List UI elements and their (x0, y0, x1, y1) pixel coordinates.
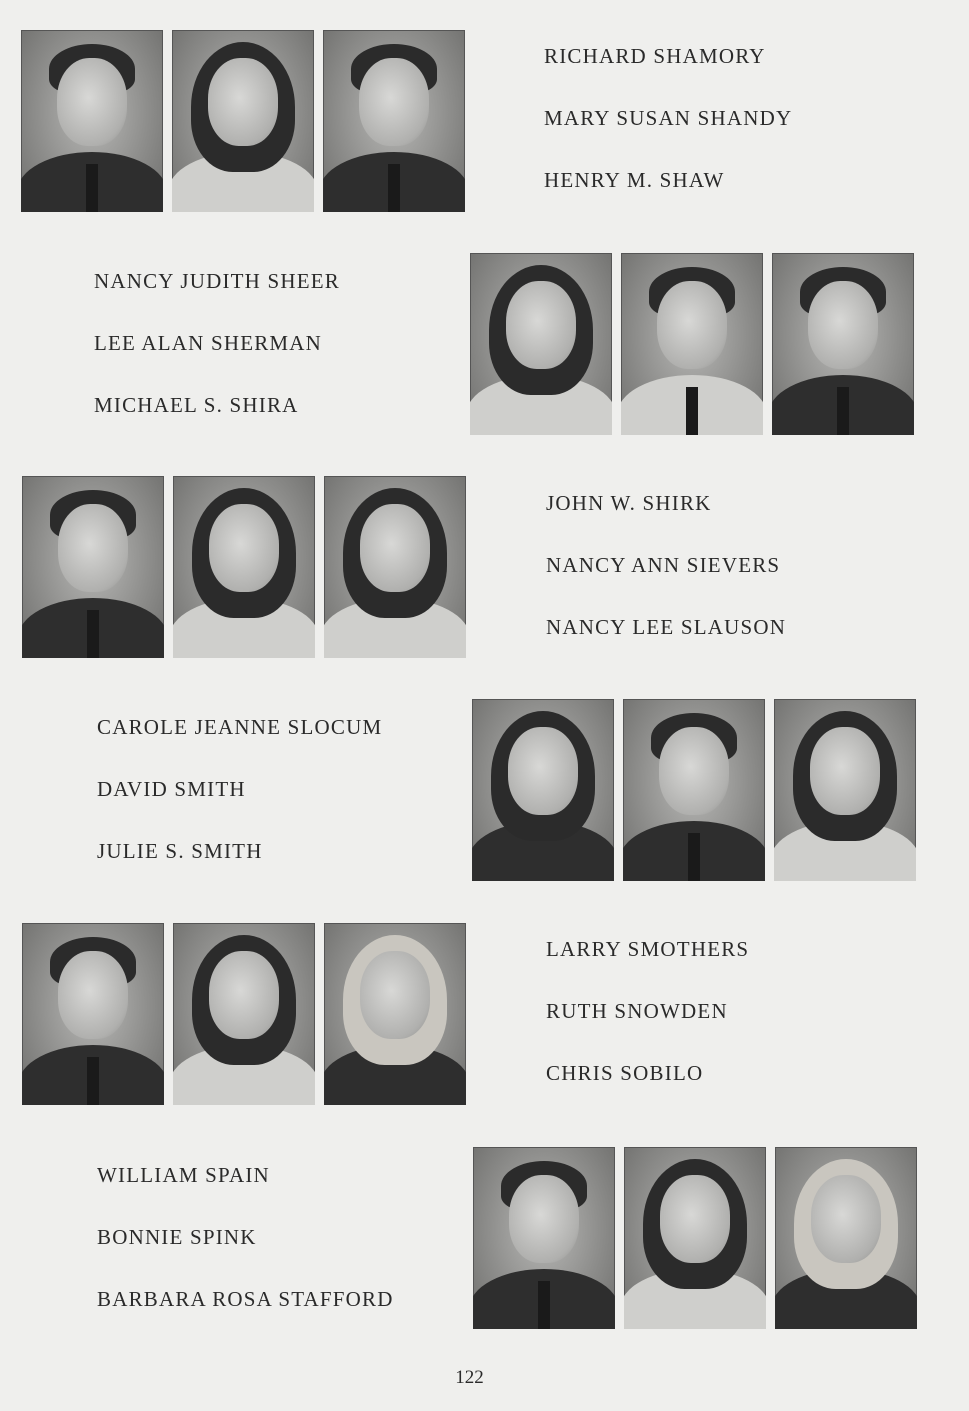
portrait-group (21, 30, 465, 212)
name-list (544, 42, 792, 228)
portrait-row-2 (0, 253, 969, 438)
portrait-photo (470, 253, 612, 435)
portrait-row-4 (0, 699, 969, 884)
portrait-photo (772, 253, 914, 435)
name-list (546, 489, 786, 675)
student-name: CAROLE JEANNE SLOCUM (97, 715, 383, 739)
portrait-row-1 (0, 30, 969, 215)
portrait-photo (621, 253, 763, 435)
portrait-row-6 (0, 1147, 969, 1332)
portrait-photo (624, 1147, 766, 1329)
student-name: LEE ALAN SHERMAN (94, 331, 323, 355)
student-name: NANCY JUDITH SHEER (94, 269, 340, 293)
student-name: CHRIS SOBILO (546, 1061, 704, 1085)
student-name: RUTH SNOWDEN (546, 999, 728, 1023)
student-name: JULIE S. SMITH (97, 839, 263, 863)
student-name: JOHN W. SHIRK (546, 491, 712, 515)
portrait-photo (324, 476, 466, 658)
student-name: BARBARA ROSA STAFFORD (97, 1287, 394, 1311)
student-name: BONNIE SPINK (97, 1225, 257, 1249)
portrait-photo (623, 699, 765, 881)
portrait-row-5 (0, 923, 969, 1108)
student-name: LARRY SMOTHERS (546, 937, 750, 961)
student-name: RICHARD SHAMORY (544, 44, 766, 68)
portrait-photo (472, 699, 614, 881)
portrait-photo (173, 923, 315, 1105)
portrait-group (470, 253, 914, 435)
portrait-photo (173, 476, 315, 658)
page-number: 122 (455, 1367, 484, 1388)
student-name: HENRY M. SHAW (544, 168, 725, 192)
portrait-photo (324, 923, 466, 1105)
student-name: NANCY ANN SIEVERS (546, 553, 781, 577)
portrait-group (472, 699, 916, 881)
portrait-photo (774, 699, 916, 881)
student-name: MICHAEL S. SHIRA (94, 393, 299, 417)
portrait-photo (473, 1147, 615, 1329)
name-list (97, 713, 382, 899)
portrait-photo (323, 30, 465, 212)
portrait-photo (22, 476, 164, 658)
portrait-group (22, 923, 466, 1105)
portrait-group (22, 476, 466, 658)
student-name: MARY SUSAN SHANDY (544, 106, 793, 130)
student-name: DAVID SMITH (97, 777, 246, 801)
portrait-photo (775, 1147, 917, 1329)
portrait-photo (22, 923, 164, 1105)
portrait-photo (21, 30, 163, 212)
student-name: WILLIAM SPAIN (97, 1163, 270, 1187)
name-list (97, 1161, 394, 1347)
portrait-group (473, 1147, 917, 1329)
portrait-photo (172, 30, 314, 212)
student-name: NANCY LEE SLAUSON (546, 615, 787, 639)
portrait-row-3 (0, 476, 969, 661)
name-list (94, 267, 340, 453)
name-list (546, 935, 749, 1121)
